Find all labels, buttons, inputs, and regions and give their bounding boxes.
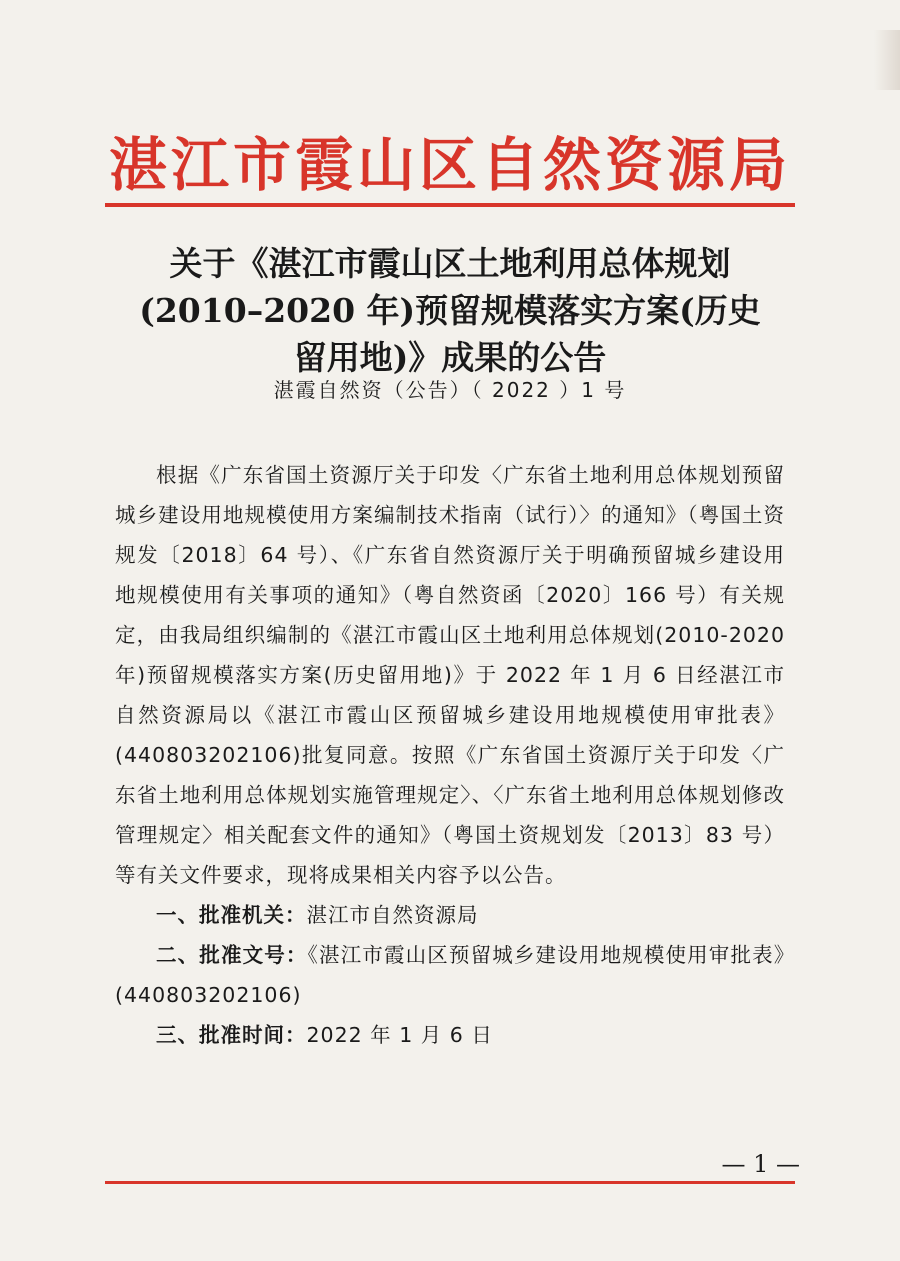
- item-value: 湛江市自然资源局: [306, 903, 479, 927]
- list-item-approval-date: [115, 1015, 785, 1055]
- footer-red-rule: [105, 1181, 795, 1184]
- body-text: [115, 455, 785, 1055]
- item-value: 《湛江市霞山区预留城乡建设用地规模使用审批表》(440803202106): [115, 943, 786, 1007]
- list-item-approval-authority: [115, 895, 785, 935]
- item-label: 三、批准时间：: [156, 1023, 307, 1047]
- agency-header: 湛江市霞山区自然资源局: [108, 131, 791, 199]
- scan-edge-mark: [874, 30, 900, 90]
- list-item-approval-document: [115, 935, 785, 1015]
- header-red-rule: [105, 203, 795, 207]
- item-label: 二、批准文号：: [156, 943, 308, 967]
- title-line-1: 关于《湛江市霞山区土地利用总体规划: [169, 244, 731, 283]
- title-line-2: (2010–2020 年)预留规模落实方案(历史: [139, 291, 761, 330]
- page-number: — 1 —: [721, 1150, 800, 1178]
- document-title: [110, 240, 790, 381]
- document-number: 湛霞自然资（公告）（ 2022 ）1 号: [273, 378, 627, 402]
- item-value: 2022 年 1 月 6 日: [306, 1023, 493, 1047]
- title-line-3: 留用地)》成果的公告: [293, 338, 607, 377]
- body-paragraph: 根据《广东省国土资源厅关于印发〈广东省土地利用总体规划预留城乡建设用地规模使用方案编制技术指南（试行）〉的通知》（粤国土资规发〔2018〕64 号）、《广东省自然资源厅关于明确预留城乡建设用地规模使用有关事项的通知》（粤自然资函〔2020〕166 号）有关规定，由我局组织编制的《湛江市霞山区土地利用总体规划(2010-2020 年)预留规模落实方案(历史留用地)》于 2022 年 1 月 6 日经湛江市自然资源局以《湛江市霞山区预留城乡建设用地规模使用审批表》(440803202106)批复同意。按照《广东省国土资源厅关于印发〈广东省土地利用总体规划实施管理规定〉、〈广东省土地利用总体规划修改管理规定〉相关配套文件的通知》（粤国土资规划发〔2013〕83 号）等有关文件要求，现将成果相关内容予以公告。: [115, 463, 785, 887]
- item-label: 一、批准机关：: [156, 903, 307, 927]
